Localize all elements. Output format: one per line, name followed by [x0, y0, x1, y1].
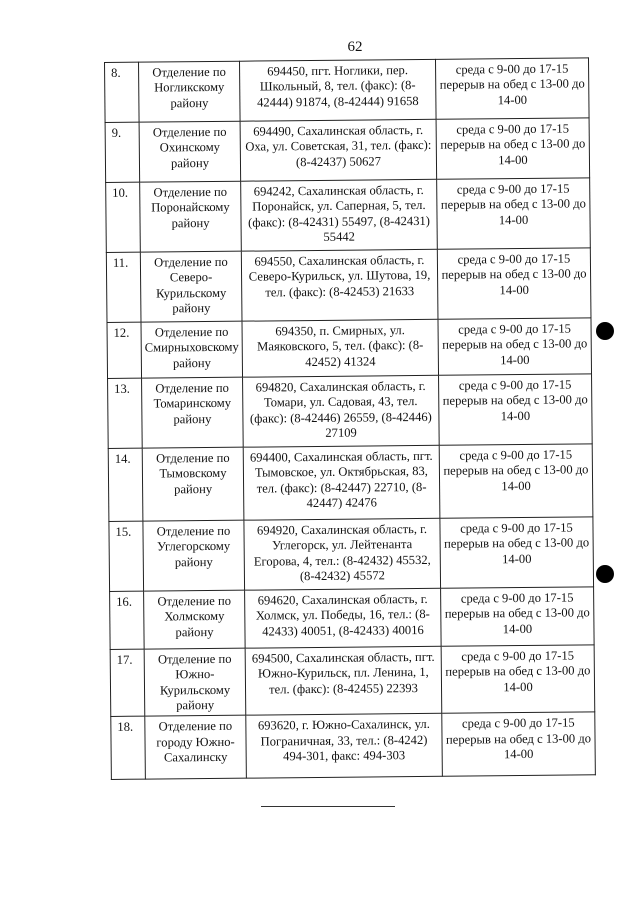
row-number: 10.	[106, 182, 141, 252]
row-number: 8.	[105, 62, 140, 122]
department-cell: Отделение по Смирныховскому району	[141, 321, 243, 378]
department-cell: Отделение по Поронайскому району	[140, 181, 242, 252]
table-row	[111, 712, 596, 780]
address-cell: 694400, Сахалинская область, пгт. Тымовское, ул. Октябрьская, 83, тел. (факс): (8-42447) 22710, (8-42447) 42476	[243, 445, 440, 520]
department-cell: Отделение по Томаринскому району	[142, 377, 244, 448]
hours-cell: среда с 9-00 до 17-15 перерыв на обед с 13-00 до 14-00	[441, 645, 595, 714]
row-number: 13.	[108, 378, 143, 448]
address-cell: 694550, Сахалинская область, г. Северо-Курильск, ул. Шутова, 19, тел. (факс): (8-42453) 21633	[241, 249, 438, 321]
hours-cell: среда с 9-00 до 17-15 перерыв на обед с 13-00 до 14-00	[438, 318, 592, 375]
table-row	[106, 178, 591, 253]
binder-hole-mark	[596, 565, 614, 583]
row-number: 17.	[110, 649, 145, 717]
address-cell: 694242, Сахалинская область, г. Поронайск, ул. Саперная, 5, тел. (факс): (8-42431) 55497, (8-42431) 55442	[241, 179, 438, 251]
table-row	[107, 318, 592, 379]
hours-cell: среда с 9-00 до 17-15 перерыв на обед с 13-00 до 14-00	[436, 118, 590, 179]
hours-cell: среда с 9-00 до 17-15 перерыв на обед с 13-00 до 14-00	[439, 374, 593, 445]
row-number: 18.	[111, 717, 146, 780]
table-row	[110, 645, 595, 717]
hours-cell: среда с 9-00 до 17-15 перерыв на обед с 13-00 до 14-00	[435, 58, 589, 119]
table-row	[110, 587, 595, 650]
table-row	[108, 374, 593, 449]
row-number: 16.	[110, 591, 145, 649]
department-cell: Отделение по Углегорскому району	[143, 520, 245, 591]
department-cell: Отделение по Южно-Курильскому району	[144, 648, 246, 716]
hours-cell: среда с 9-00 до 17-15 перерыв на обед с 13-00 до 14-00	[440, 517, 594, 588]
hours-cell: среда с 9-00 до 17-15 перерыв на обед с 13-00 до 14-00	[439, 444, 593, 518]
table-row	[108, 444, 593, 522]
address-cell: 694620, Сахалинская область, г. Холмск, ул. Победы, 16, тел.: (8-42433) 40051, (8-42433) 40016	[245, 588, 442, 648]
department-cell: Отделение по Тымовскому району	[142, 447, 244, 521]
hours-cell: среда с 9-00 до 17-15 перерыв на обед с 13-00 до 14-00	[442, 712, 596, 776]
department-cell: Отделение по Ногликскому району	[139, 61, 241, 122]
table-row	[105, 118, 590, 183]
binder-hole-mark	[596, 322, 614, 340]
address-cell: 694500, Сахалинская область, пгт. Южно-Курильск, пл. Ленина, 1, тел. (факс): (8-42455) 22393	[245, 646, 442, 715]
table-row	[109, 517, 594, 592]
hours-cell: среда с 9-00 до 17-15 перерыв на обед с 13-00 до 14-00	[437, 178, 591, 249]
table-row	[106, 248, 591, 323]
row-number: 14.	[108, 448, 143, 521]
address-cell: 693620, г. Южно-Сахалинск, ул. Пограничная, 33, тел.: (8-4242) 494-301, факс: 494-303	[246, 714, 443, 779]
page-number: 62	[347, 39, 363, 55]
offices-table-wrapper	[104, 57, 592, 768]
row-number: 9.	[105, 122, 140, 182]
address-cell: 694490, Сахалинская область, г. Оха, ул. Советская, 31, тел. (факс): (8-42437) 50627	[240, 119, 437, 181]
row-number: 15.	[109, 521, 144, 591]
hours-cell: среда с 9-00 до 17-15 перерыв на обед с 13-00 до 14-00	[437, 248, 591, 319]
address-cell: 694350, п. Смирных, ул. Маяковского, 5, тел. (факс): (8-42452) 41324	[242, 319, 439, 377]
table-row	[105, 58, 590, 123]
department-cell: Отделение по городу Южно-Сахалинску	[145, 716, 247, 780]
address-cell: 694820, Сахалинская область, г. Томари, ул. Садовая, 43, тел. (факс): (8-42446) 26559, (8-42446) 27109	[243, 375, 440, 447]
row-number: 12.	[107, 322, 142, 378]
department-cell: Отделение по Холмскому району	[144, 590, 246, 649]
row-number: 11.	[106, 252, 141, 322]
end-divider-line	[261, 806, 395, 807]
department-cell: Отделение по Охинскому району	[139, 121, 241, 182]
address-cell: 694920, Сахалинская область, г. Углегорск, ул. Лейтенанта Егорова, 4, тел.: (8-42432) 45532, (8-42432) 45572	[244, 518, 441, 590]
offices-table	[104, 57, 596, 780]
hours-cell: среда с 9-00 до 17-15 перерыв на обед с 13-00 до 14-00	[441, 587, 595, 646]
department-cell: Отделение по Северо-Курильскому району	[140, 251, 242, 322]
address-cell: 694450, пгт. Ноглики, пер. Школьный, 8, тел. (факс): (8-42444) 91874, (8-42444) 91658	[239, 59, 436, 121]
